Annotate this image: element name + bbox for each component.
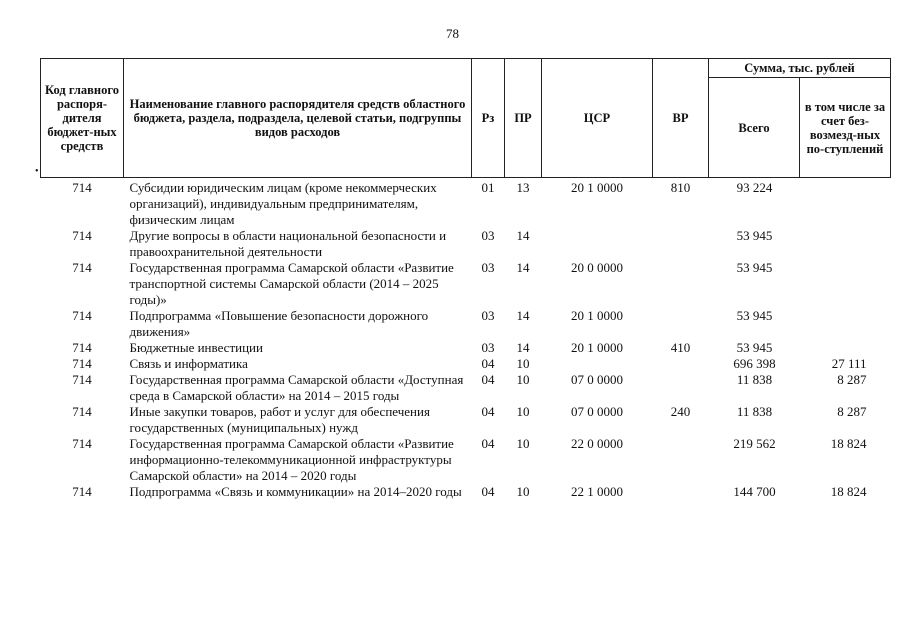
- table-row: [41, 436, 891, 484]
- cell-grant: 27 111: [831, 356, 867, 371]
- cell-vr: [653, 260, 709, 308]
- cell-grant: [800, 260, 891, 308]
- cell-csr: 20 0 0000: [571, 260, 623, 275]
- cell-name: Другие вопросы в области национальной безопасности и правоохранительной деятельности: [129, 228, 447, 259]
- header-rz: Рз: [472, 59, 505, 178]
- cell-total: 93 224: [736, 180, 773, 195]
- cell-total: 53 945: [736, 340, 773, 355]
- cell-rz: 03: [481, 260, 495, 275]
- budget-table: [40, 58, 891, 500]
- cell-code: 714: [72, 372, 92, 387]
- cell-csr: 20 1 0000: [571, 180, 623, 195]
- cell-total: 11 838: [736, 372, 773, 387]
- cell-name: Подпрограмма «Связь и коммуникации» на 2014–2020 годы: [129, 484, 462, 499]
- table-header: [41, 59, 891, 178]
- table-row: [41, 308, 891, 340]
- cell-name: Государственная программа Самарской области «Доступная среда в Самарской области» на 2014 – 2015 годы: [129, 372, 464, 403]
- cell-grant: [800, 308, 891, 340]
- cell-total: 219 562: [733, 436, 776, 451]
- header-pr: ПР: [505, 59, 542, 178]
- header-grant: в том числе за счет без-возмезд-ных по-ступлений: [800, 78, 891, 178]
- cell-vr: [653, 228, 709, 260]
- cell-vr: [653, 372, 709, 404]
- cell-total: 53 945: [736, 228, 773, 243]
- cell-vr: [653, 356, 709, 372]
- cell-code: 714: [72, 436, 92, 451]
- cell-grant: 18 824: [830, 484, 867, 499]
- table-row: [41, 484, 891, 500]
- cell-grant: [800, 340, 891, 356]
- cell-csr: 07 0 0000: [571, 404, 623, 419]
- cell-rz: 03: [481, 340, 495, 355]
- cell-pr: 13: [516, 180, 530, 195]
- cell-csr: 20 1 0000: [571, 340, 623, 355]
- cell-rz: 04: [481, 436, 495, 451]
- cell-code: 714: [72, 404, 92, 419]
- header-vr: ВР: [653, 59, 709, 178]
- cell-total: 11 838: [736, 404, 773, 419]
- cell-pr: 10: [516, 372, 530, 387]
- cell-name: Бюджетные инвестиции: [129, 340, 263, 355]
- cell-pr: 10: [516, 436, 530, 451]
- cell-pr: 14: [516, 260, 530, 275]
- cell-name: Государственная программа Самарской области «Развитие информационно-телекоммуникационной инфраструктуры Самарской области» на 2014 – 2020 годы: [129, 436, 454, 483]
- cell-vr: 410: [670, 340, 691, 355]
- table-row: [41, 404, 891, 436]
- cell-grant: [800, 178, 891, 229]
- cell-rz: 03: [481, 308, 495, 323]
- cell-csr: 22 0 0000: [571, 436, 623, 451]
- header-total: Всего: [709, 78, 800, 178]
- cell-grant: 8 287: [837, 404, 867, 419]
- cell-total: 53 945: [736, 260, 773, 275]
- cell-name: Иные закупки товаров, работ и услуг для обеспечения государственных (муниципальных) нужд: [129, 404, 430, 435]
- cell-code: 714: [72, 180, 92, 195]
- cell-rz: 04: [481, 356, 495, 371]
- cell-csr: 07 0 0000: [571, 372, 623, 387]
- cell-rz: 01: [481, 180, 495, 195]
- cell-pr: 10: [516, 484, 530, 499]
- cell-rz: 04: [481, 484, 495, 499]
- header-code: Код главного распоря-дителя бюджет-ных средств: [41, 59, 124, 178]
- cell-rz: 04: [481, 404, 495, 419]
- cell-rz: 03: [481, 228, 495, 243]
- cell-total: 53 945: [736, 308, 773, 323]
- cell-vr: 810: [670, 180, 691, 195]
- table-row: [41, 372, 891, 404]
- cell-grant: [800, 228, 891, 260]
- table-row: [41, 178, 891, 229]
- header-name: Наименование главного распорядителя средств областного бюджета, раздела, подраздела, целевой статьи, подгруппы видов расходов: [124, 59, 472, 178]
- cell-csr: 20 1 0000: [571, 308, 623, 323]
- cell-vr: [653, 484, 709, 500]
- cell-code: 714: [72, 228, 92, 243]
- header-csr: ЦСР: [542, 59, 653, 178]
- cell-name: Подпрограмма «Повышение безопасности дорожного движения»: [129, 308, 429, 339]
- cell-code: 714: [72, 484, 92, 499]
- cell-code: 714: [72, 340, 92, 355]
- table-row: [41, 228, 891, 260]
- cell-name: Государственная программа Самарской области «Развитие транспортной системы Самарской области (2014 – 2025 годы)»: [129, 260, 454, 307]
- cell-vr: [653, 308, 709, 340]
- cell-pr: 14: [516, 340, 530, 355]
- cell-pr: 10: [516, 404, 530, 419]
- table-row: [41, 260, 891, 308]
- cell-grant: 18 824: [830, 436, 867, 451]
- cell-vr: [653, 436, 709, 484]
- header-sum: Сумма, тыс. рублей: [709, 59, 891, 78]
- cell-code: 714: [72, 356, 92, 371]
- cell-total: 696 398: [733, 356, 776, 371]
- cell-code: 714: [72, 260, 92, 275]
- cell-csr: [542, 228, 653, 260]
- cell-total: 144 700: [733, 484, 776, 499]
- cell-pr: 14: [516, 308, 530, 323]
- table-body: [41, 178, 891, 501]
- cell-pr: 14: [516, 228, 530, 243]
- cell-vr: 240: [670, 404, 691, 419]
- cell-rz: 04: [481, 372, 495, 387]
- page-number: 78: [446, 26, 459, 41]
- cell-grant: 8 287: [837, 372, 867, 387]
- cell-pr: 10: [516, 356, 530, 371]
- cell-csr: 22 1 0000: [571, 484, 623, 499]
- margin-mark: •: [35, 166, 39, 177]
- table-row: [41, 340, 891, 356]
- cell-csr: [542, 356, 653, 372]
- cell-code: 714: [72, 308, 92, 323]
- cell-name: Субсидии юридическим лицам (кроме некоммерческих организаций), индивидуальным предпринимателям, физическим лицам: [129, 180, 437, 227]
- cell-name: Связь и информатика: [129, 356, 248, 371]
- table-row: [41, 356, 891, 372]
